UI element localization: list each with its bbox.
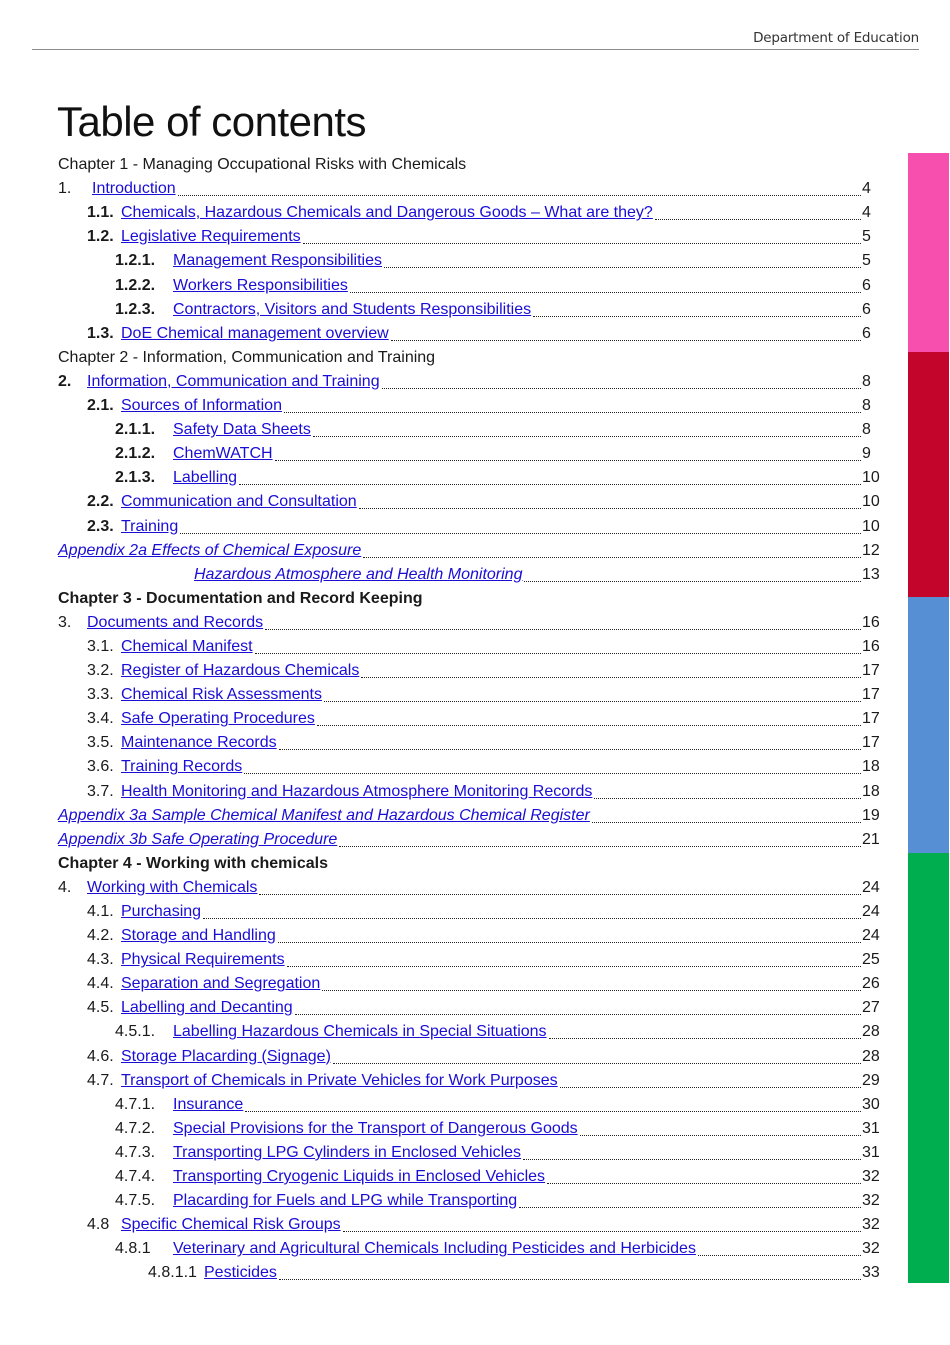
toc-entry[interactable]	[58, 1164, 882, 1188]
section-number: 4.2.	[87, 927, 114, 945]
page-number: 16	[862, 637, 880, 655]
toc-link[interactable]: Appendix 3a Sample Chemical Manifest and Hazardous Chemical Register	[58, 806, 590, 824]
section-number: 4.3.	[87, 951, 114, 969]
page-number: 32	[862, 1216, 880, 1234]
toc-entry[interactable]	[58, 224, 882, 248]
toc-entry[interactable]	[58, 899, 882, 923]
section-number: 4.7.5.	[115, 1192, 156, 1210]
dot-leader	[655, 218, 861, 220]
section-number: 4.4.	[87, 975, 114, 993]
page-number: 32	[862, 1192, 880, 1210]
toc-link[interactable]: Chemical Manifest	[121, 637, 253, 655]
toc-link[interactable]: Placarding for Fuels and LPG while Transporting	[173, 1192, 518, 1210]
page-number: 30	[862, 1095, 880, 1113]
section-number: 4.8.1.1	[148, 1264, 197, 1282]
toc-entry[interactable]	[58, 176, 882, 200]
toc-link[interactable]: Information, Communication and Training	[87, 372, 380, 390]
dot-leader	[519, 1206, 861, 1208]
section-number: 4.7.3.	[115, 1143, 156, 1161]
toc-link[interactable]: Special Provisions for the Transport of Dangerous Goods	[173, 1119, 578, 1137]
dot-leader	[533, 315, 861, 317]
dot-leader	[343, 1230, 861, 1232]
dot-leader	[284, 411, 861, 413]
toc-entry[interactable]	[58, 971, 882, 995]
section-number: 4.8.1	[115, 1240, 151, 1258]
page-number: 32	[862, 1240, 880, 1258]
toc-entry[interactable]	[58, 923, 882, 947]
dot-leader	[547, 1182, 861, 1184]
toc-link[interactable]: Transporting Cryogenic Liquids in Enclosed Vehicles	[173, 1168, 546, 1186]
dot-leader	[391, 339, 861, 341]
toc-chapter-heading	[58, 586, 882, 610]
toc-link[interactable]: Register of Hazardous Chemicals	[121, 662, 360, 680]
toc-link[interactable]: Training	[121, 517, 179, 535]
page-number: 10	[862, 517, 880, 535]
page-number: 8	[862, 421, 871, 439]
dot-leader	[324, 700, 861, 702]
toc-entry[interactable]	[58, 513, 882, 537]
page-number: 33	[862, 1264, 880, 1282]
page-number: 6	[862, 276, 871, 294]
toc-link[interactable]: Workers Responsibilities	[173, 276, 348, 294]
toc-link[interactable]: Separation and Segregation	[121, 975, 321, 993]
toc-link[interactable]: Specific Chemical Risk Groups	[121, 1216, 341, 1234]
toc-entry[interactable]	[58, 610, 882, 634]
page-number: 13	[862, 565, 880, 583]
section-number: 4.6.	[87, 1047, 114, 1065]
page-number: 21	[862, 830, 880, 848]
section-number: 2.	[58, 372, 72, 390]
toc-link[interactable]: Hazardous Atmosphere and Health Monitoring	[194, 565, 523, 583]
toc-entry[interactable]	[58, 754, 882, 778]
section-number: 1.2.3.	[115, 300, 156, 318]
dot-leader	[278, 941, 861, 943]
page-number: 18	[862, 758, 880, 776]
section-number: 1.2.2.	[115, 276, 156, 294]
dot-leader	[350, 291, 861, 293]
toc-link[interactable]: Veterinary and Agricultural Chemicals Including Pesticides and Herbicides	[173, 1240, 696, 1258]
toc-link[interactable]: Storage and Handling	[121, 927, 276, 945]
page-number: 27	[862, 999, 880, 1017]
toc-entry[interactable]	[58, 1116, 882, 1140]
section-number: 2.2.	[87, 493, 114, 511]
section-number: 4.5.	[87, 999, 114, 1017]
toc-entry[interactable]	[58, 682, 882, 706]
dot-leader	[698, 1254, 861, 1256]
toc-link[interactable]: DoE Chemical management overview	[121, 324, 389, 342]
toc-entry[interactable]	[58, 1260, 882, 1284]
toc-link[interactable]: Communication and Consultation	[121, 493, 357, 511]
toc-entry[interactable]	[58, 1212, 882, 1236]
toc-link[interactable]: Appendix 2a Effects of Chemical Exposure	[58, 541, 362, 559]
section-number: 4.7.4.	[115, 1168, 156, 1186]
page-number: 18	[862, 782, 880, 800]
page-number: 8	[862, 397, 871, 415]
page-number: 6	[862, 300, 871, 318]
toc-entry[interactable]	[58, 1140, 882, 1164]
page-number: 17	[862, 710, 880, 728]
page-number: 17	[862, 734, 880, 752]
section-number: 1.3.	[87, 324, 114, 342]
toc-link[interactable]: Transport of Chemicals in Private Vehicles for Work Purposes	[121, 1071, 558, 1089]
section-number: 1.2.1.	[115, 252, 156, 270]
dot-leader	[339, 845, 861, 847]
table-of-contents	[58, 152, 882, 1284]
toc-link[interactable]: Labelling and Decanting	[121, 999, 293, 1017]
dot-leader	[594, 797, 861, 799]
toc-entry[interactable]	[58, 634, 882, 658]
section-number: 2.1.1.	[115, 421, 156, 439]
page-number: 29	[862, 1071, 880, 1089]
toc-entry[interactable]	[58, 1043, 882, 1067]
section-number: 4.5.1.	[115, 1023, 156, 1041]
section-number: 2.1.	[87, 397, 114, 415]
chapter-title: Chapter 1 - Managing Occupational Risks with Chemicals	[58, 156, 467, 174]
toc-link[interactable]: Appendix 3b Safe Operating Procedure	[58, 830, 338, 848]
section-number: 3.4.	[87, 710, 114, 728]
section-number: 3.7.	[87, 782, 114, 800]
toc-link[interactable]: Chemical Risk Assessments	[121, 686, 322, 704]
section-number: 3.5.	[87, 734, 114, 752]
toc-entry[interactable]	[58, 875, 882, 899]
toc-entry[interactable]	[58, 706, 882, 730]
toc-entry[interactable]	[58, 658, 882, 682]
page-number: 24	[862, 927, 880, 945]
section-number: 2.1.2.	[115, 445, 156, 463]
page-number: 32	[862, 1168, 880, 1186]
dot-leader	[333, 1062, 861, 1064]
section-number: 3.6.	[87, 758, 114, 776]
page-number: 19	[862, 806, 880, 824]
section-number: 4.8	[87, 1216, 110, 1234]
dot-leader	[580, 1134, 861, 1136]
toc-link[interactable]: Introduction	[92, 180, 176, 198]
dot-leader	[279, 748, 861, 750]
toc-entry[interactable]	[58, 1068, 882, 1092]
dot-leader	[524, 580, 861, 582]
toc-link[interactable]: Working with Chemicals	[87, 878, 258, 896]
toc-link[interactable]: Labelling Hazardous Chemicals in Special Situations	[173, 1023, 547, 1041]
page-number: 4	[862, 204, 871, 222]
chapter-3-tab	[908, 597, 949, 853]
dot-leader	[549, 1037, 861, 1039]
section-number: 1.2.	[87, 228, 114, 246]
toc-entry[interactable]	[58, 465, 882, 489]
chapter-title: Chapter 3 - Documentation and Record Keeping	[58, 589, 423, 607]
dot-leader	[239, 483, 861, 485]
page-number: 24	[862, 878, 880, 896]
dot-leader	[279, 1278, 861, 1280]
toc-link[interactable]: Chemicals, Hazardous Chemicals and Dangerous Goods – What are they?	[121, 204, 653, 222]
toc-entry[interactable]	[58, 297, 882, 321]
toc-link[interactable]: Purchasing	[121, 903, 202, 920]
toc-entry[interactable]	[58, 1092, 882, 1116]
dot-leader	[384, 266, 861, 268]
section-number: 4.1.	[87, 903, 114, 920]
toc-entry[interactable]	[58, 827, 882, 851]
dot-leader	[255, 652, 861, 654]
section-number: 1.1.	[87, 204, 114, 222]
section-number: 4.7.	[87, 1071, 114, 1089]
toc-link[interactable]: Maintenance Records	[121, 734, 277, 752]
dot-leader	[361, 676, 861, 678]
page-number: 12	[862, 541, 880, 559]
dot-leader	[560, 1086, 861, 1088]
toc-link[interactable]: Training Records	[121, 758, 243, 776]
dot-leader	[265, 628, 861, 630]
page-number: 28	[862, 1047, 880, 1065]
organisation-name: Department of Education	[753, 30, 919, 46]
section-number: 4.	[58, 878, 72, 896]
dot-leader	[245, 1110, 861, 1112]
page-number: 31	[862, 1143, 880, 1161]
dot-leader	[313, 435, 861, 437]
page-number: 4	[862, 180, 871, 198]
toc-entry[interactable]	[58, 538, 882, 562]
toc-entry[interactable]	[58, 441, 882, 465]
page-number: 31	[862, 1119, 880, 1137]
toc-link[interactable]: Labelling	[173, 469, 238, 487]
section-number: 1.	[58, 180, 72, 198]
toc-entry[interactable]	[58, 995, 882, 1019]
section-number: 3.1.	[87, 637, 114, 655]
dot-leader	[275, 459, 861, 461]
toc-link[interactable]: Physical Requirements	[121, 951, 285, 969]
toc-entry[interactable]	[58, 272, 882, 296]
toc-link[interactable]: Insurance	[173, 1095, 244, 1113]
section-number: 3.3.	[87, 686, 114, 704]
toc-entry[interactable]	[58, 1019, 882, 1043]
toc-chapter-heading	[58, 345, 882, 369]
toc-entry[interactable]	[58, 1188, 882, 1212]
page-title: Table of contents	[57, 98, 367, 145]
section-number: 3.	[58, 613, 72, 631]
toc-entry[interactable]	[58, 200, 882, 224]
toc-link[interactable]: ChemWATCH	[173, 445, 273, 463]
dot-leader	[322, 989, 861, 991]
toc-entry[interactable]	[58, 248, 882, 272]
toc-link[interactable]: Sources of Information	[121, 397, 282, 415]
dot-leader	[287, 965, 861, 967]
toc-link[interactable]: Contractors, Visitors and Students Responsibilities	[173, 300, 532, 318]
dot-leader	[178, 194, 861, 196]
chapter-title: Chapter 2 - Information, Communication and Training	[58, 348, 436, 366]
toc-link[interactable]: Safe Operating Procedures	[121, 710, 315, 728]
dot-leader	[203, 917, 861, 919]
toc-entry[interactable]	[58, 778, 882, 802]
section-number: 2.1.3.	[115, 469, 156, 487]
page-number: 8	[862, 372, 871, 390]
dot-leader	[592, 821, 861, 823]
toc-entry[interactable]	[58, 417, 882, 441]
dot-leader	[295, 1013, 861, 1015]
page-number: 16	[862, 613, 880, 631]
toc-entry[interactable]	[58, 321, 882, 345]
toc-link[interactable]: Transporting LPG Cylinders in Enclosed Vehicles	[173, 1143, 522, 1161]
toc-entry[interactable]	[58, 562, 882, 586]
dot-leader	[359, 507, 861, 509]
page-number: 6	[862, 324, 871, 342]
section-number: 3.2.	[87, 662, 114, 680]
section-number: 4.7.2.	[115, 1119, 156, 1137]
header-divider	[32, 49, 919, 50]
page-number: 28	[862, 1023, 880, 1041]
toc-link[interactable]: Documents and Records	[87, 613, 264, 631]
toc-link[interactable]: Management Responsibilities	[173, 252, 382, 270]
page-number: 10	[862, 469, 880, 487]
toc-entry[interactable]	[58, 393, 882, 417]
section-number: 2.3.	[87, 517, 114, 535]
page-number: 25	[862, 951, 880, 969]
toc-entry[interactable]	[58, 730, 882, 754]
section-number: 4.7.1.	[115, 1095, 156, 1113]
dot-leader	[363, 556, 861, 558]
page-number: 17	[862, 662, 880, 680]
chapter-4-tab	[908, 853, 949, 1283]
toc-link[interactable]: Health Monitoring and Hazardous Atmosphere Monitoring Records	[121, 782, 593, 800]
chapter-1-tab	[908, 153, 949, 352]
chapter-2-tab	[908, 352, 949, 597]
toc-link[interactable]: Pesticides	[204, 1264, 277, 1282]
page-number: 9	[862, 445, 871, 463]
toc-link[interactable]: Legislative Requirements	[121, 228, 301, 246]
toc-link[interactable]: Safety Data Sheets	[173, 421, 311, 439]
dot-leader	[303, 242, 861, 244]
toc-entry[interactable]	[58, 947, 882, 971]
toc-chapter-heading	[58, 152, 882, 176]
page-number: 24	[862, 903, 880, 920]
page-number: 26	[862, 975, 880, 993]
dot-leader	[244, 772, 861, 774]
chapter-title: Chapter 4 - Working with chemicals	[58, 854, 328, 872]
toc-link[interactable]: Storage Placarding (Signage)	[121, 1047, 331, 1065]
toc-entry[interactable]	[58, 803, 882, 827]
dot-leader	[317, 724, 861, 726]
toc-entry[interactable]	[58, 489, 882, 513]
dot-leader	[523, 1158, 861, 1160]
toc-entry[interactable]	[58, 369, 882, 393]
dot-leader	[180, 532, 861, 534]
page-number: 5	[862, 228, 871, 246]
toc-entry[interactable]	[58, 1236, 882, 1260]
page-number: 5	[862, 252, 871, 270]
page-number: 10	[862, 493, 880, 511]
dot-leader	[382, 387, 861, 389]
toc-chapter-heading	[58, 851, 882, 875]
page-number: 17	[862, 686, 880, 704]
dot-leader	[259, 893, 861, 895]
